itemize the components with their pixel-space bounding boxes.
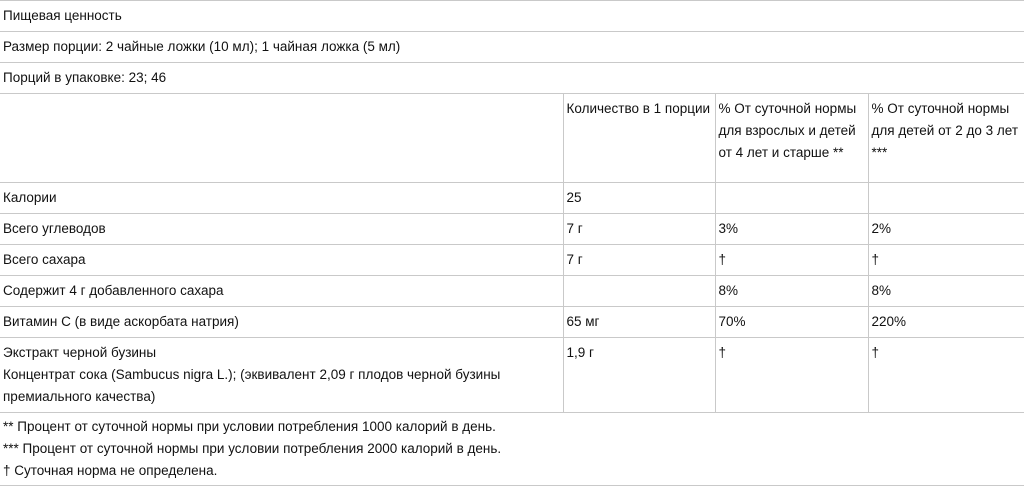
elderberry-amount: 1,9 г [563,338,715,413]
row-amount [563,276,715,307]
header-dv-adults: % От суточной нормы для взрослых и детей от 4 лет и старше ** [715,94,868,183]
row-name: Всего углеводов [0,214,563,245]
row-amount: 65 мг [563,307,715,338]
header-row [0,94,1024,183]
header-dv-children: % От суточной нормы для детей от 2 до 3 лет *** [868,94,1024,183]
row-name: Калории [0,183,563,214]
serving-size-row [0,32,1024,63]
row-dv-adults [715,183,868,214]
table-row [0,276,1024,307]
row-dv-children [868,183,1024,214]
servings-per-container-row [0,63,1024,94]
row-name: Всего сахара [0,245,563,276]
row-dv-adults: 70% [715,307,868,338]
row-dv-adults: † [715,245,868,276]
servings-per-container: Порций в упаковке: 23; 46 [0,63,1024,94]
table-row [0,214,1024,245]
row-name: Содержит 4 г добавленного сахара [0,276,563,307]
elderberry-dv-children: † [868,338,1024,413]
footnote-children: *** Процент от суточной нормы при условии потребления 2000 калорий в день. [3,441,502,456]
row-amount: 25 [563,183,715,214]
table-title: Пищевая ценность [0,1,1024,32]
footnote-dagger: † Суточная норма не определена. [3,463,218,478]
table-row [0,307,1024,338]
elderberry-dv-adults: † [715,338,868,413]
row-dv-children: 8% [868,276,1024,307]
row-dv-children: † [868,245,1024,276]
elderberry-name-cell [0,338,563,413]
footnotes-cell [0,413,1024,486]
header-empty-cell [0,94,563,183]
row-name: Витамин C (в виде аскорбата натрия) [0,307,563,338]
elderberry-name: Экстракт черной бузины [3,345,157,360]
header-amount: Количество в 1 порции [563,94,715,183]
row-dv-children: 220% [868,307,1024,338]
elderberry-description: Концентрат сока (Sambucus nigra L.); (эквивалент 2,09 г плодов черной бузины премиального качества) [3,367,501,404]
row-dv-children: 2% [868,214,1024,245]
table-row [0,183,1024,214]
row-amount: 7 г [563,214,715,245]
row-dv-adults: 8% [715,276,868,307]
row-amount: 7 г [563,245,715,276]
serving-size: Размер порции: 2 чайные ложки (10 мл); 1 чайная ложка (5 мл) [0,32,1024,63]
row-dv-adults: 3% [715,214,868,245]
title-row [0,1,1024,32]
table-row-elderberry [0,338,1024,413]
footnotes-row [0,413,1024,486]
footnote-adults: ** Процент от суточной нормы при условии потребления 1000 калорий в день. [3,419,496,434]
table-row [0,245,1024,276]
